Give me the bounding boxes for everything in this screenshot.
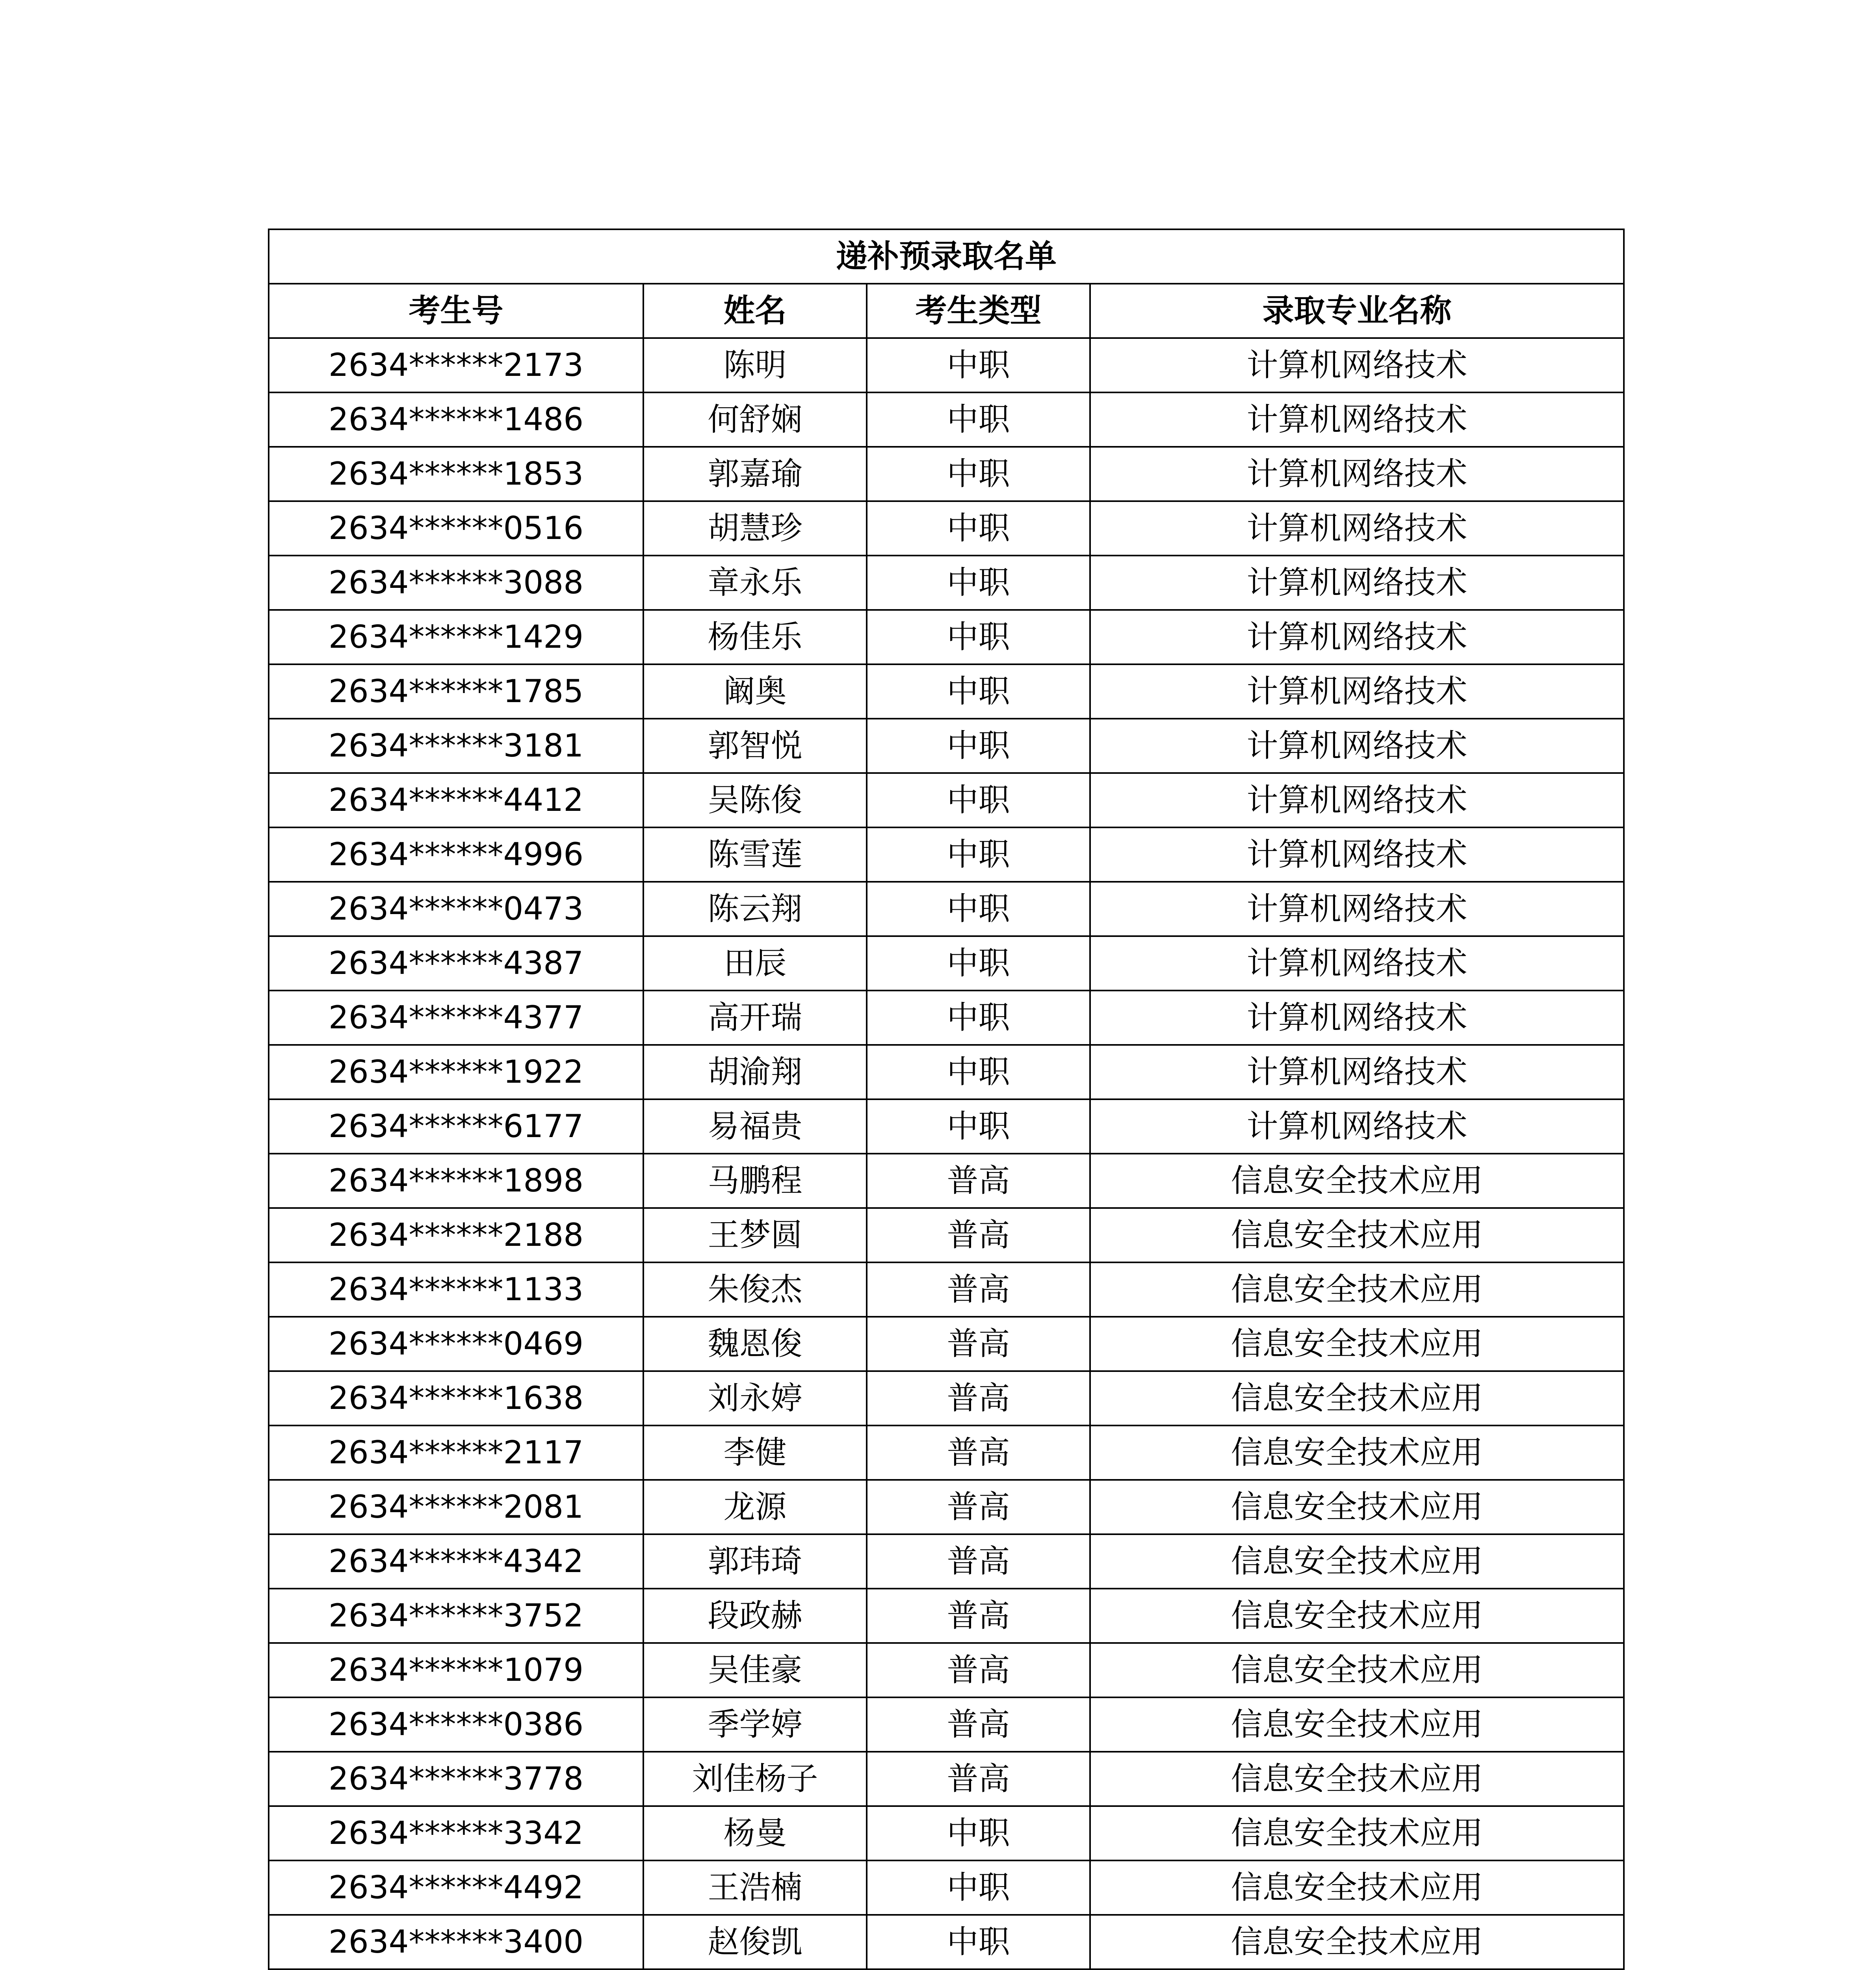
major-cell: 计算机网络技术 [1090,610,1624,664]
table-row [269,936,1624,991]
major-cell: 计算机网络技术 [1090,827,1624,882]
major-cell: 计算机网络技术 [1090,1099,1624,1154]
candidate-type-cell: 普高 [867,1425,1090,1480]
major-cell: 计算机网络技术 [1090,392,1624,447]
exam-number-cell: 2634******1486 [269,392,643,447]
exam-number-cell: 2634******4492 [269,1860,643,1915]
table-row [269,447,1624,501]
major-cell: 信息安全技术应用 [1090,1697,1624,1752]
table-row [269,773,1624,827]
major-cell: 信息安全技术应用 [1090,1371,1624,1425]
major-cell: 计算机网络技术 [1090,719,1624,773]
major-cell: 信息安全技术应用 [1090,1480,1624,1534]
name-cell: 何舒娴 [643,392,867,447]
name-cell: 赵俊凯 [643,1915,867,1969]
candidate-type-cell: 普高 [867,1371,1090,1425]
major-cell: 计算机网络技术 [1090,556,1624,610]
header-major: 录取专业名称 [1090,284,1624,338]
exam-number-cell: 2634******0386 [269,1697,643,1752]
candidate-type-cell: 中职 [867,664,1090,719]
name-cell: 吴陈俊 [643,773,867,827]
name-cell: 朱俊杰 [643,1262,867,1317]
header-row [269,284,1624,338]
candidate-type-cell: 中职 [867,991,1090,1045]
name-cell: 胡渝翔 [643,1045,867,1099]
name-cell: 田辰 [643,936,867,991]
header-name: 姓名 [643,284,867,338]
exam-number-cell: 2634******0473 [269,882,643,936]
admission-list-table [268,229,1625,1970]
name-cell: 郭嘉瑜 [643,447,867,501]
name-cell: 高开瑞 [643,991,867,1045]
name-cell: 胡慧珍 [643,501,867,556]
name-cell: 杨佳乐 [643,610,867,664]
name-cell: 龙源 [643,1480,867,1534]
name-cell: 刘佳杨子 [643,1752,867,1806]
candidate-type-cell: 中职 [867,1806,1090,1860]
major-cell: 信息安全技术应用 [1090,1425,1624,1480]
table-row [269,827,1624,882]
exam-number-cell: 2634******2173 [269,338,643,392]
table-row [269,610,1624,664]
name-cell: 陈明 [643,338,867,392]
header-exam-number: 考生号 [269,284,643,338]
major-cell: 信息安全技术应用 [1090,1860,1624,1915]
name-cell: 郭玮琦 [643,1534,867,1589]
table-row [269,1643,1624,1697]
exam-number-cell: 2634******3181 [269,719,643,773]
candidate-type-cell: 普高 [867,1262,1090,1317]
table-row [269,1317,1624,1371]
candidate-type-cell: 中职 [867,1915,1090,1969]
exam-number-cell: 2634******1785 [269,664,643,719]
table-row [269,501,1624,556]
major-cell: 计算机网络技术 [1090,501,1624,556]
major-cell: 信息安全技术应用 [1090,1643,1624,1697]
name-cell: 章永乐 [643,556,867,610]
name-cell: 段政赫 [643,1589,867,1643]
major-cell: 计算机网络技术 [1090,1045,1624,1099]
exam-number-cell: 2634******1922 [269,1045,643,1099]
candidate-type-cell: 普高 [867,1154,1090,1208]
candidate-type-cell: 中职 [867,773,1090,827]
major-cell: 信息安全技术应用 [1090,1752,1624,1806]
name-cell: 王梦圆 [643,1208,867,1262]
exam-number-cell: 2634******0469 [269,1317,643,1371]
candidate-type-cell: 普高 [867,1208,1090,1262]
name-cell: 马鹏程 [643,1154,867,1208]
candidate-type-cell: 中职 [867,1099,1090,1154]
table-row [269,882,1624,936]
header-candidate-type: 考生类型 [867,284,1090,338]
exam-number-cell: 2634******4377 [269,991,643,1045]
major-cell: 信息安全技术应用 [1090,1262,1624,1317]
major-cell: 信息安全技术应用 [1090,1154,1624,1208]
exam-number-cell: 2634******1429 [269,610,643,664]
table-row [269,1860,1624,1915]
major-cell: 计算机网络技术 [1090,936,1624,991]
exam-number-cell: 2634******1638 [269,1371,643,1425]
name-cell: 魏恩俊 [643,1317,867,1371]
candidate-type-cell: 普高 [867,1534,1090,1589]
title-row [269,229,1624,284]
table-row [269,338,1624,392]
exam-number-cell: 2634******2188 [269,1208,643,1262]
candidate-type-cell: 普高 [867,1480,1090,1534]
major-cell: 计算机网络技术 [1090,773,1624,827]
table-row [269,1589,1624,1643]
table-row [269,1697,1624,1752]
major-cell: 信息安全技术应用 [1090,1589,1624,1643]
exam-number-cell: 2634******2081 [269,1480,643,1534]
name-cell: 李健 [643,1425,867,1480]
candidate-type-cell: 中职 [867,1045,1090,1099]
table-row [269,1154,1624,1208]
exam-number-cell: 2634******4412 [269,773,643,827]
table-row [269,664,1624,719]
exam-number-cell: 2634******1853 [269,447,643,501]
candidate-type-cell: 普高 [867,1697,1090,1752]
candidate-type-cell: 中职 [867,501,1090,556]
major-cell: 信息安全技术应用 [1090,1208,1624,1262]
exam-number-cell: 2634******1133 [269,1262,643,1317]
name-cell: 刘永婷 [643,1371,867,1425]
candidate-type-cell: 中职 [867,827,1090,882]
major-cell: 信息安全技术应用 [1090,1534,1624,1589]
table-row [269,1099,1624,1154]
table-row [269,1752,1624,1806]
exam-number-cell: 2634******6177 [269,1099,643,1154]
candidate-type-cell: 中职 [867,338,1090,392]
table-row [269,719,1624,773]
name-cell: 陈云翔 [643,882,867,936]
exam-number-cell: 2634******4342 [269,1534,643,1589]
candidate-type-cell: 普高 [867,1589,1090,1643]
name-cell: 陈雪莲 [643,827,867,882]
candidate-type-cell: 中职 [867,610,1090,664]
exam-number-cell: 2634******1079 [269,1643,643,1697]
name-cell: 季学婷 [643,1697,867,1752]
table-row [269,1262,1624,1317]
table-row [269,1371,1624,1425]
name-cell: 易福贵 [643,1099,867,1154]
exam-number-cell: 2634******3342 [269,1806,643,1860]
major-cell: 计算机网络技术 [1090,882,1624,936]
name-cell: 杨曼 [643,1806,867,1860]
table-row [269,1534,1624,1589]
major-cell: 信息安全技术应用 [1090,1317,1624,1371]
exam-number-cell: 2634******2117 [269,1425,643,1480]
table-row [269,1208,1624,1262]
table-row [269,1425,1624,1480]
major-cell: 计算机网络技术 [1090,447,1624,501]
candidate-type-cell: 普高 [867,1643,1090,1697]
candidate-type-cell: 普高 [867,1317,1090,1371]
exam-number-cell: 2634******3752 [269,1589,643,1643]
candidate-type-cell: 中职 [867,882,1090,936]
table-body [269,338,1624,1970]
table-row [269,1045,1624,1099]
table-title: 递补预录取名单 [269,229,1624,284]
exam-number-cell: 2634******1898 [269,1154,643,1208]
exam-number-cell: 2634******3088 [269,556,643,610]
candidate-type-cell: 中职 [867,447,1090,501]
table-row [269,991,1624,1045]
major-cell: 计算机网络技术 [1090,338,1624,392]
exam-number-cell: 2634******4996 [269,827,643,882]
candidate-type-cell: 中职 [867,556,1090,610]
exam-number-cell: 2634******3400 [269,1915,643,1969]
table-row [269,556,1624,610]
name-cell: 王浩楠 [643,1860,867,1915]
candidate-type-cell: 中职 [867,1860,1090,1915]
exam-number-cell: 2634******3778 [269,1752,643,1806]
candidate-type-cell: 中职 [867,719,1090,773]
table-row [269,1915,1624,1969]
exam-number-cell: 2634******0516 [269,501,643,556]
candidate-type-cell: 普高 [867,1752,1090,1806]
candidate-type-cell: 中职 [867,392,1090,447]
candidate-type-cell: 中职 [867,936,1090,991]
table-row [269,1806,1624,1860]
table-row [269,392,1624,447]
name-cell: 吴佳豪 [643,1643,867,1697]
major-cell: 信息安全技术应用 [1090,1915,1624,1969]
major-cell: 计算机网络技术 [1090,991,1624,1045]
major-cell: 信息安全技术应用 [1090,1806,1624,1860]
table-row [269,1480,1624,1534]
name-cell: 郭智悦 [643,719,867,773]
name-cell: 阚奥 [643,664,867,719]
exam-number-cell: 2634******4387 [269,936,643,991]
major-cell: 计算机网络技术 [1090,664,1624,719]
